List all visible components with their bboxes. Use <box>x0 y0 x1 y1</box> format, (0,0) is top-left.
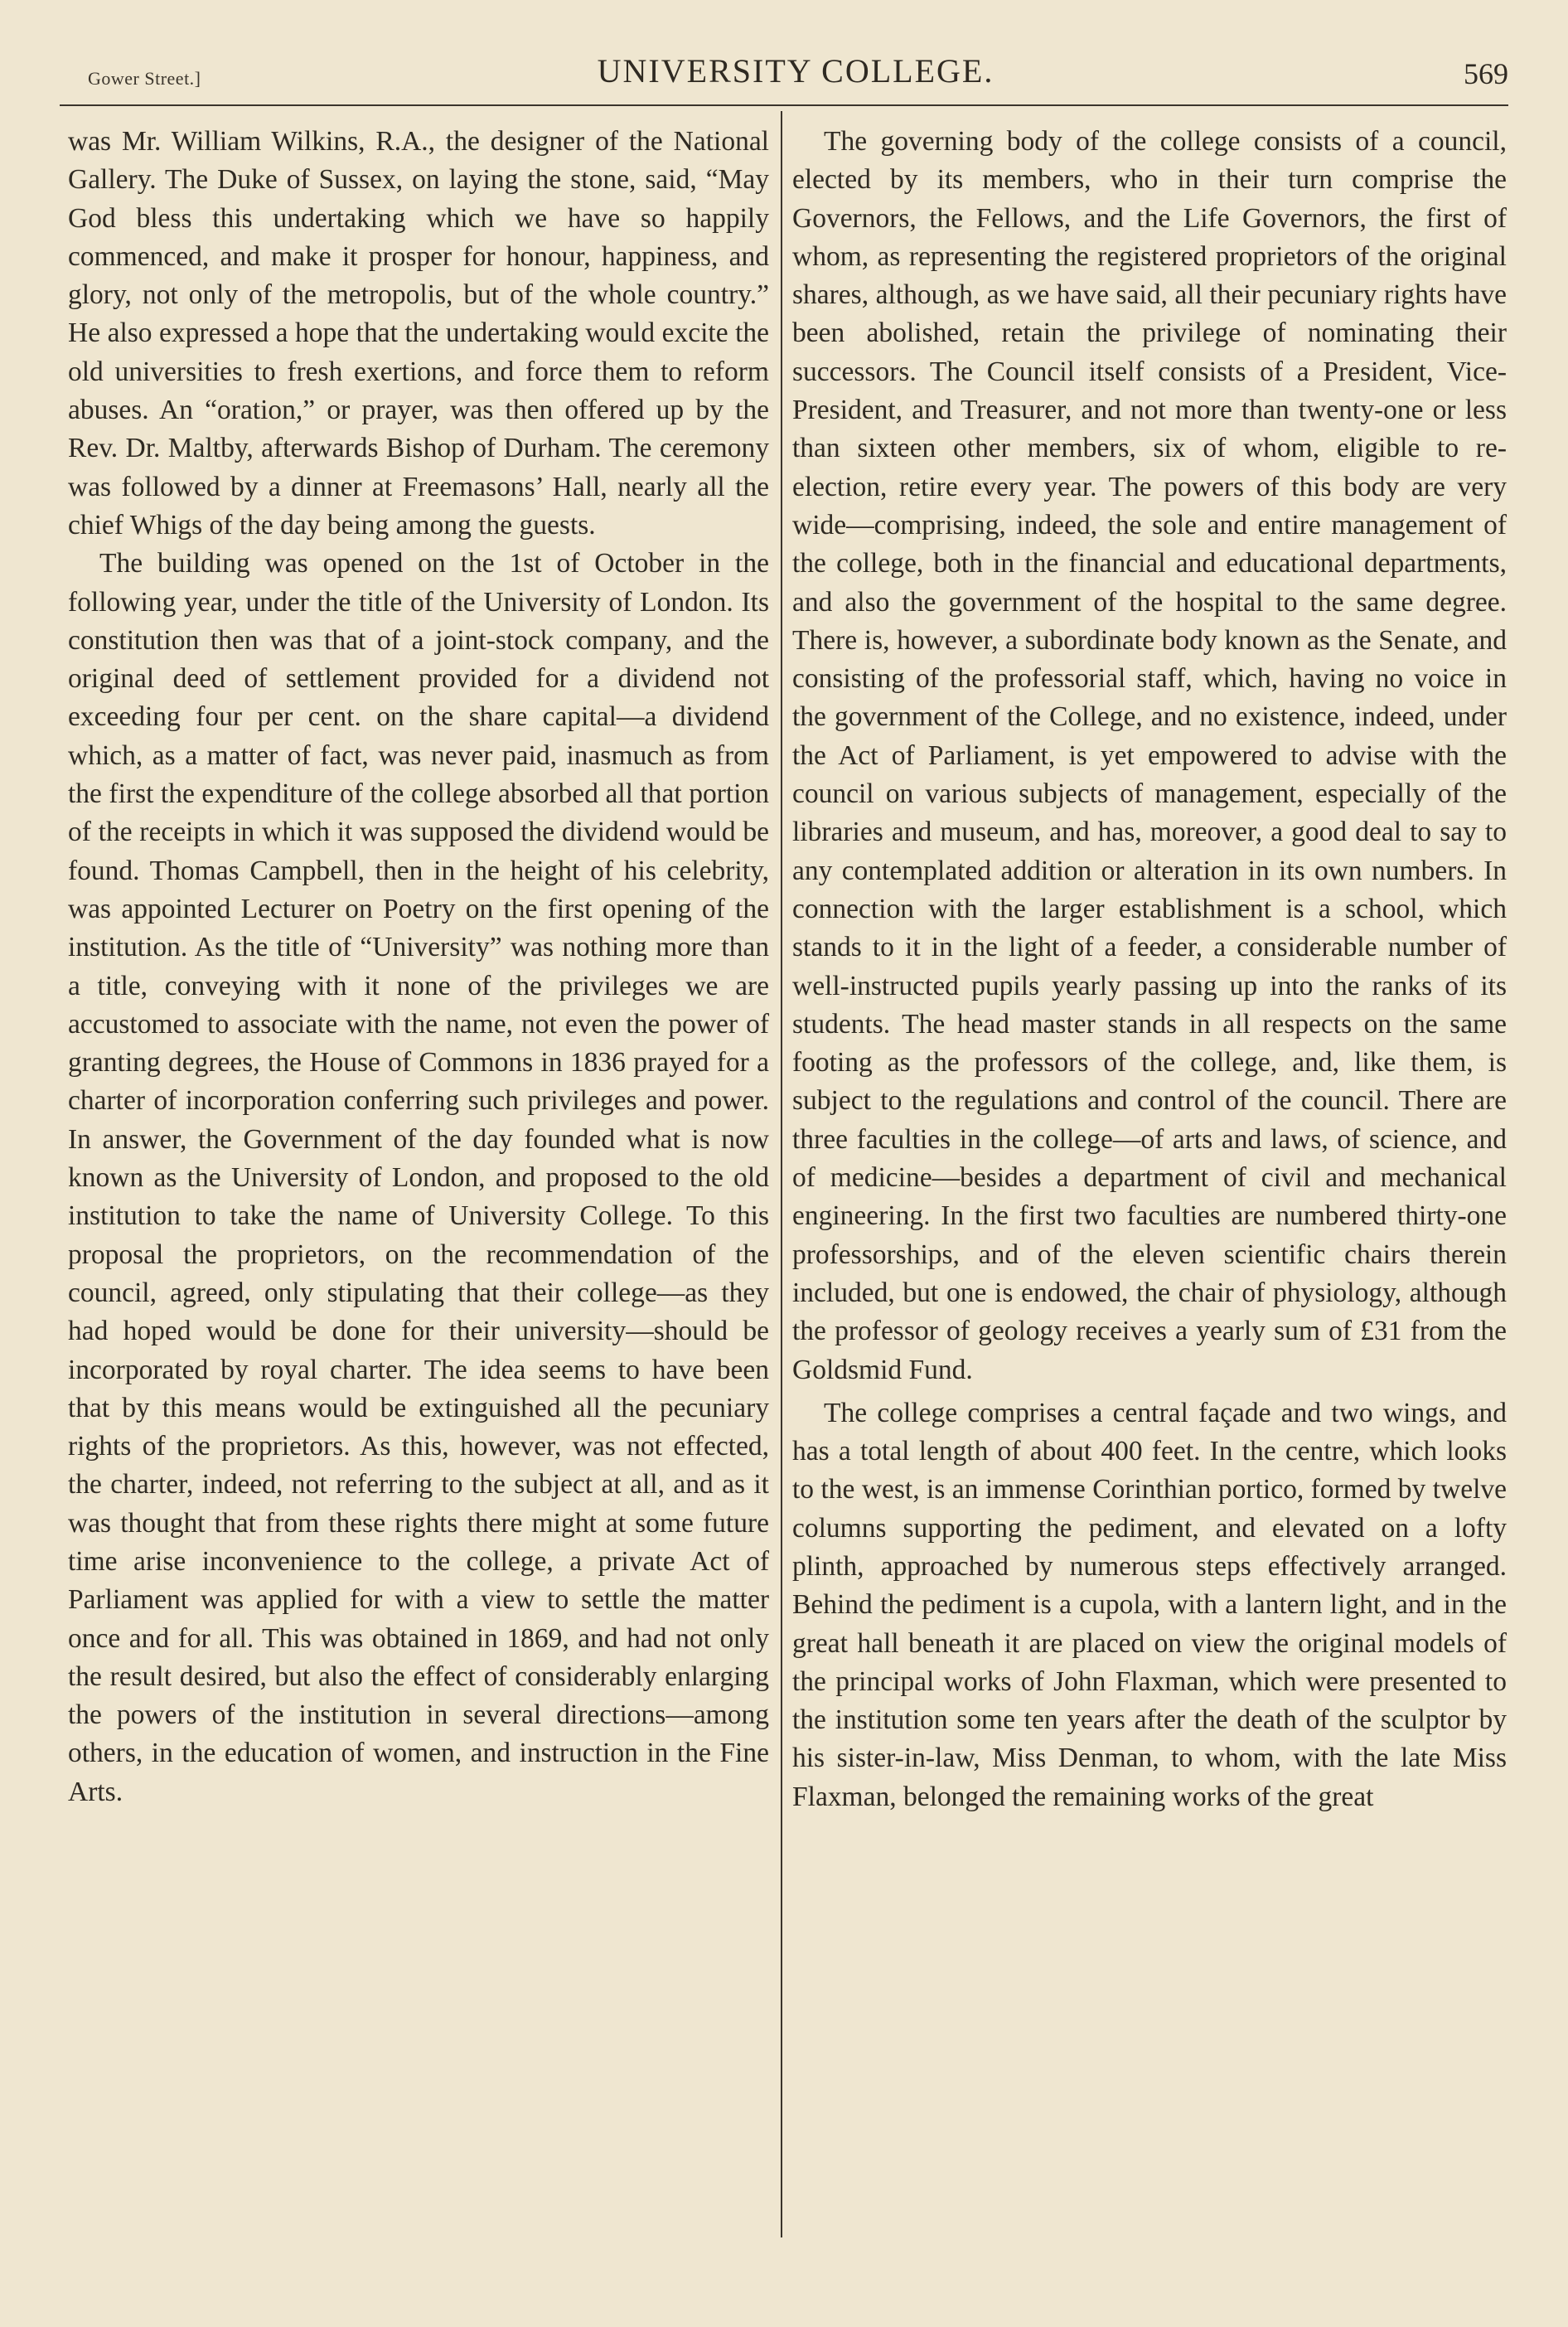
column-divider <box>781 111 782 2237</box>
header-rule <box>60 104 1508 106</box>
page-title: UNIVERSITY COLLEGE. <box>597 52 995 90</box>
left-column <box>68 123 769 2237</box>
page-number: 569 <box>1464 57 1508 90</box>
left-paragraph-2: The building was opened on the 1st of October in the following year, under the title of the University of London. Its constitution then was that of a joint-stock company, and the original deed of settlement provided for a dividend not exceeding four per cent. on the share capital—a dividend which, as a matter of fact, was never paid, inasmuch as from the first the expenditure of the college absorbed all that portion of the receipts in which it was supposed the dividend would be found. Thomas Campbell, then in the height of his celebrity, was appointed Lecturer on Poetry on the first opening of the institution. As the title of “University” was nothing more than a title, conveying with it none of the privileges we are accustomed to associate with the name, not even the power of granting degrees, the House of Commons in 1836 prayed for a charter of incorporation conferring such privileges and power. In answer, the Government of the day founded what is now known as the University of London, and proposed to the old institution to take the name of University College. To this proposal the proprietors, on the recommendation of the council, agreed, only stipulating that their college—as they had hoped would be done for their university—should be incorporated by royal charter. The idea seems to have been that by this means would be extinguished all the pecuniary rights of the proprietors. As this, however, was not effected, the charter, indeed, not referring to the subject at all, and as it was thought that from these rights there might at some future time arise inconvenience to the college, a private Act of Parliament was applied for with a view to settle the matter once and for all. This was obtained in 1869, and had not only the result desired, but also the effect of considerably enlarging the powers of the institution in several directions—among others, in the education of women, and instruction in the Fine Arts. <box>68 548 769 1807</box>
page-header <box>83 50 1508 99</box>
right-paragraph-1: The governing body of the college consists of a council, elected by its members, who in their turn comprise the Governors, the Fellows, and the Life Governors, the first of whom, as representing the registered proprietors of the original shares, although, as we have said, all their pecuniary rights have been abolished, retain the privilege of nominating their successors. The Council itself consists of a President, Vice-President, and Treasurer, and not more than twenty-one or less than sixteen other members, six of whom, eligible to re-election, retire every year. The powers of this body are very wide—comprising, indeed, the sole and entire management of the college, both in the financial and educational departments, and also the government of the hospital to the same degree. There is, however, a subordinate body known as the Senate, and consisting of the professorial staff, which, having no voice in the government of the College, and no existence, indeed, under the Act of Parliament, is yet empowered to advise with the council on various subjects of management, especially of the libraries and museum, and has, moreover, a good deal to say to any contemplated addition or alteration in its own numbers. In connection with the larger establishment is a school, which stands to it in the light of a feeder, a considerable number of well-instructed pupils yearly passing up into the ranks of its students. The head master stands in all respects on the same footing as the professors of the college, and, like them, is subject to the regulations and control of the council. There are three faculties in the college—of arts and laws, of science, and of medicine—besides a department of civil and mechanical engineering. In the first two faculties are numbered thirty-one professorships, and of the eleven scientific chairs therein included, but one is endowed, the chair of physiology, although the professor of geology receives a yearly sum of £31 from the Goldsmid Fund. <box>792 126 1507 1385</box>
right-paragraph-2: The college comprises a central façade and two wings, and has a total length of about 400 feet. In the centre, which looks to the west, is an immense Corinthian portico, formed by twelve columns supporting the pediment, and elevated on a lofty plinth, approached by numerous steps effectively arranged. Behind the pediment is a cupola, with a lantern light, and in the great hall beneath it are placed on view the original models of the principal works of John Flaxman, which were presented to the institution some ten years after the death of the sculptor by his sister-in-law, Miss Denman, to whom, with the late Miss Flaxman, belonged the remaining works of the great <box>792 1397 1507 1812</box>
left-paragraph-1: was Mr. William Wilkins, R.A., the designer of the National Gallery. The Duke of Sussex, on laying the stone, said, “May God bless this undertaking which we have so happily commenced, and make it prosper for honour, happiness, and glory, not only of the metropolis, but of the whole country.” He also expressed a hope that the undertaking would excite the old universities to fresh exertions, and force them to reform abuses. An “oration,” or prayer, was then offered up by the Rev. Dr. Maltby, afterwards Bishop of Durham. The ceremony was followed by a dinner at Freemasons’ Hall, nearly all the chief Whigs of the day being among the guests. <box>68 126 769 541</box>
running-head-left: Gower Street.] <box>88 68 201 89</box>
right-column <box>792 123 1507 2237</box>
